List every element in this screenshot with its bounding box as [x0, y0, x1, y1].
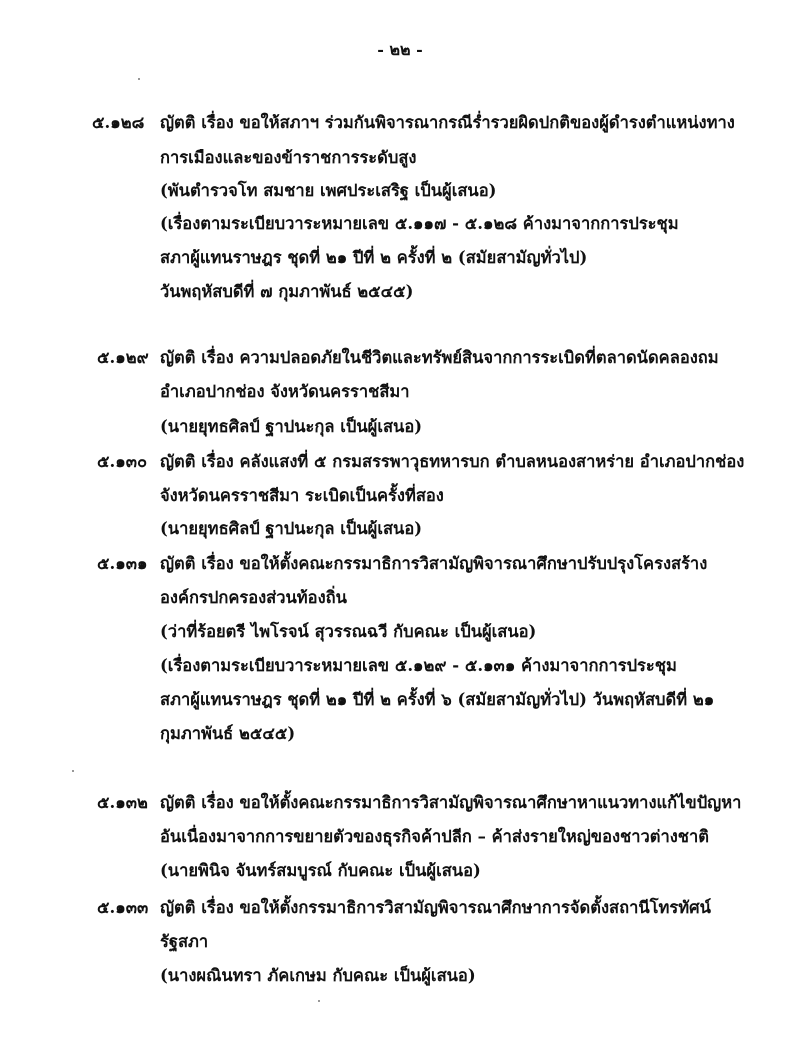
agenda-item-number: ๕.๑๒๘ [92, 113, 145, 132]
agenda-item-number: ๕.๑๒๙ [97, 348, 149, 367]
agenda-item-title: ญัตติ เรื่อง ขอให้ตั้งคณะกรรมาธิการวิสามัญพิจารณาศึกษาหาแนวทางแก้ไขปัญหา [160, 793, 742, 812]
agenda-item-note: สภาผู้แทนราษฎร ชุดที่ ๒๑ ปีที่ ๒ ครั้งที่ ๒ (สมัยสามัญทั่วไป) [160, 248, 588, 267]
agenda-item-title-cont: องค์กรปกครองส่วนท้องถิ่น [160, 588, 347, 607]
agenda-item-title-cont: จังหวัดนครราชสีมา ระเบิดเป็นครั้งที่สอง [160, 486, 444, 505]
agenda-item-proposer: (นายยุทธศิลป์ ฐาปนะกุล เป็นผู้เสนอ) [160, 519, 423, 538]
agenda-item-number: ๕.๑๓๒ [97, 793, 148, 812]
agenda-item-note: กุมภาพันธ์ ๒๕๔๕) [160, 724, 296, 743]
page-number: - ๒๒ - [377, 40, 423, 59]
agenda-item-title-cont: อันเนื่องมาจากการขยายตัวของธุรกิจค้าปลีก – ค้าส่งรายใหญ่ของชาวต่างชาติ [160, 827, 709, 846]
agenda-item-title-cont: อำเภอปากช่อง จังหวัดนครราชสีมา [160, 382, 410, 401]
agenda-item-proposer: (พันตำรวจโท สมชาย เพศประเสริฐ เป็นผู้เสนอ) [160, 181, 497, 200]
agenda-item-title-cont: การเมืองและของข้าราชการระดับสูง [160, 148, 417, 167]
agenda-item-proposer: (ว่าที่ร้อยตรี ไพโรจน์ สุวรรณฉวี กับคณะ เป็นผู้เสนอ) [160, 622, 537, 641]
agenda-item-title-cont: รัฐสภา [160, 932, 209, 951]
agenda-item-proposer: (นายยุทธศิลป์ ฐาปนะกุล เป็นผู้เสนอ) [160, 417, 423, 436]
agenda-item-note: (เรื่องตามระเบียบวาระหมายเลข ๕.๑๒๙ - ๕.๑๓๑ ค้างมาจากการประชุม [160, 656, 677, 675]
agenda-item-title: ญัตติ เรื่อง ขอให้ตั้งคณะกรรมาธิการวิสามัญพิจารณาศึกษาปรับปรุงโครงสร้าง [160, 554, 708, 573]
agenda-item-title: ญัตติ เรื่อง ขอให้สภาฯ ร่วมกันพิจารณากรณีร่ำรวยผิดปกติของผู้ดำรงตำแหน่งทาง [160, 113, 735, 132]
scan-speck [72, 770, 74, 772]
agenda-item-title: ญัตติ เรื่อง ความปลอดภัยในชีวิตและทรัพย์สินจากการระเบิดที่ตลาดนัดคลองถม [160, 348, 719, 367]
agenda-item-proposer: (นายพินิจ จันทร์สมบูรณ์ กับคณะ เป็นผู้เสนอ) [160, 861, 481, 880]
agenda-item-number: ๕.๑๓๓ [97, 898, 149, 917]
scan-speck [138, 78, 140, 80]
agenda-item-number: ๕.๑๓๑ [97, 554, 148, 573]
agenda-item-title: ญัตติ เรื่อง คลังแสงที่ ๕ กรมสรรพาวุธทหารบก ตำบลหนองสาหร่าย อำเภอปากช่อง [160, 452, 745, 471]
agenda-item-note: (เรื่องตามระเบียบวาระหมายเลข ๕.๑๑๗ - ๕.๑๒๘ ค้างมาจากการประชุม [160, 214, 679, 233]
agenda-item-title: ญัตติ เรื่อง ขอให้ตั้งกรรมาธิการวิสามัญพิจารณาศึกษาการจัดตั้งสถานีโทรทัศน์ [160, 898, 711, 917]
agenda-item-note: สภาผู้แทนราษฎร ชุดที่ ๒๑ ปีที่ ๒ ครั้งที่ ๖ (สมัยสามัญทั่วไป) วันพฤหัสบดีที่ ๒๑ [160, 690, 715, 709]
scan-speck [318, 1000, 320, 1002]
agenda-item-note: วันพฤหัสบดีที่ ๗ กุมภาพันธ์ ๒๕๔๕) [160, 282, 414, 301]
agenda-item-number: ๕.๑๓๐ [97, 452, 148, 471]
agenda-item-proposer: (นางผณินทรา ภัคเกษม กับคณะ เป็นผู้เสนอ) [160, 966, 476, 985]
